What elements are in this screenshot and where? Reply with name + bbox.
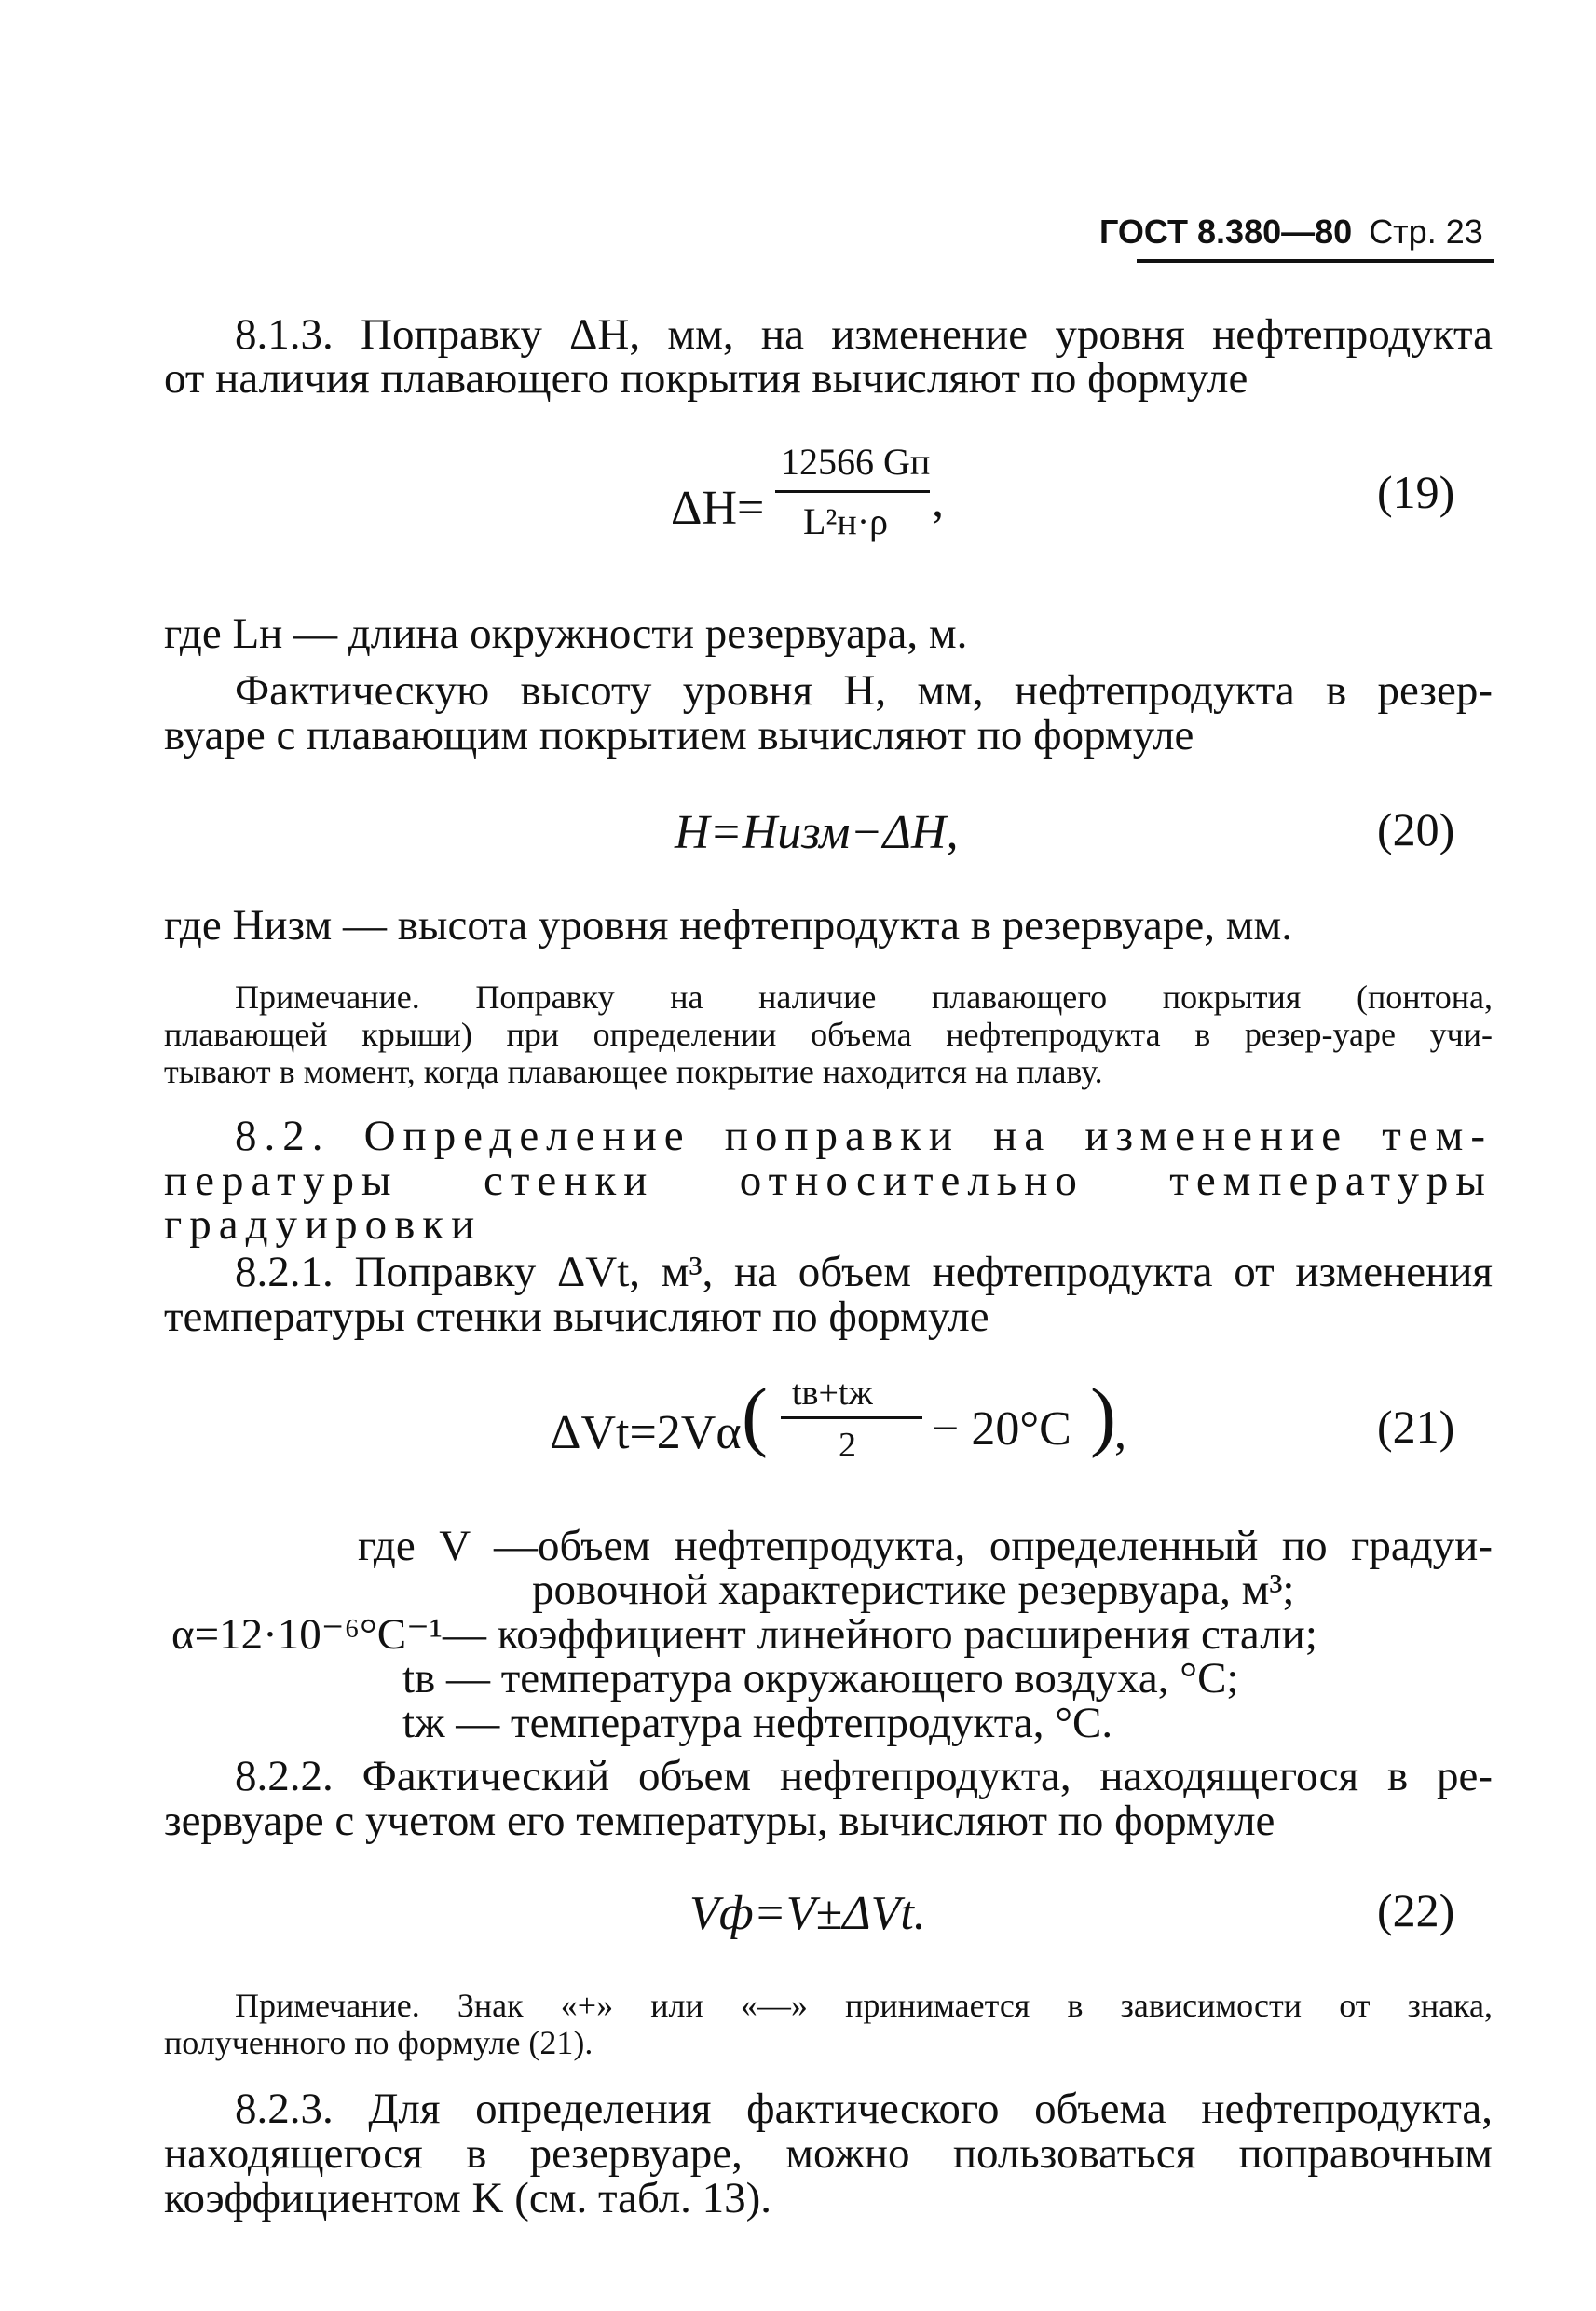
paragraph-8-2-2-line-1: 8.2.2. Фактический объем нефтепродукта, находящегося в ре- [235,1752,1493,1800]
equation-number-22: (22) [1377,1884,1455,1936]
where-20: где Hизм — высота уровня нефтепродукта в резервуаре, мм. [164,901,1292,950]
section-8-2-line-1: 8.2. Определение поправки на изменение тем- [235,1112,1493,1160]
where-19: где Lн — длина окружности резервуара, м. [164,609,968,658]
header-rule [1137,259,1494,263]
where-21-line-4: tв — температура окружающего воздуха, °C; [402,1654,1239,1702]
note-1-line-1: Примечание. Поправку на наличие плавающего покрытия (понтона, [235,978,1493,1016]
paragraph-fact-height-line-2: вуаре с плавающим покрытием вычисляют по формуле [164,711,1194,759]
doc-number: ГОСТ 8.380—80 [1099,212,1353,251]
formula-21-comma: , [1114,1406,1126,1459]
paragraph-fact-height-line-1: Фактическую высоту уровня H, мм, нефтепродукта в резер- [235,666,1493,715]
equation-number-20: (20) [1377,803,1455,855]
section-8-2-line-2: пературы стенки относительно температуры [164,1156,1493,1205]
formula-21-right-paren: ) [1090,1373,1116,1459]
formula-21-lhs: ΔVt=2Vα [550,1406,742,1459]
where-21-line-3: α=12·10⁻⁶°C⁻¹— коэффициент линейного расширения стали; [171,1610,1317,1659]
formula-19-fraction-line [775,490,930,493]
where-21-line-1: где V —объем нефтепродукта, определенный по градуи- [358,1522,1493,1570]
paragraph-8-2-2-line-2: зервуаре с учетом его температуры, вычисляют по формуле [164,1797,1275,1845]
paragraph-8-2-1-line-1: 8.2.1. Поправку ΔVt, м³, на объем нефтепродукта от изменения [235,1248,1493,1296]
paragraph-8-1-3-line-2: от наличия плавающего покрытия вычисляют по формуле [164,354,1248,403]
formula-20: H=Hизм−ΔH, [675,806,959,859]
paragraph-8-2-3-line-2: находящегося в резервуаре, можно пользоваться поправочным [164,2129,1493,2178]
note-1-line-3: тывают в момент, когда плавающее покрытие находится на плаву. [164,1053,1103,1090]
paragraph-8-2-3-line-1: 8.2.3. Для определения фактического объема нефтепродукта, [235,2085,1493,2133]
where-21-line-5: tж — температура нефтепродукта, °C. [402,1699,1113,1747]
page-number: Стр. 23 [1369,212,1483,251]
paragraph-8-2-1-line-2: температуры стенки вычисляют по формуле [164,1292,989,1341]
formula-19-comma: , [932,474,944,527]
paragraph-8-1-3-line-1: 8.1.3. Поправку ΔH, мм, на изменение уровня нефтепродукта [235,310,1493,359]
equation-number-19: (19) [1377,466,1455,518]
page-header [1099,212,1483,252]
formula-21-numerator: tв+tж [792,1374,873,1413]
formula-21-denominator: 2 [839,1426,856,1465]
section-8-2-line-3: градуировки [164,1200,483,1249]
formula-21-left-paren: ( [742,1373,768,1459]
formula-21-tail: − 20°C [932,1402,1071,1456]
note-2-line-2: полученного по формуле (21). [164,2024,593,2061]
equation-number-21: (21) [1377,1401,1455,1453]
formula-19-denominator: L²н·ρ [803,500,889,542]
formula-22: Vф=V±ΔVt. [689,1887,926,1940]
formula-19-lhs: ΔH= [671,482,765,535]
note-2-line-1: Примечание. Знак «+» или «—» принимается в зависимости от знака, [235,1987,1493,2024]
formula-21-fraction-line [781,1416,922,1419]
note-1-line-2: плавающей крыши) при определении объема нефтепродукта в резер-уаре учи- [164,1016,1493,1053]
where-21-line-2: ровочной характеристике резервуара, м³; [532,1566,1295,1614]
paragraph-8-2-3-line-3: коэффициентом K (см. табл. 13). [164,2174,772,2222]
formula-19-numerator: 12566 Gп [781,441,931,483]
